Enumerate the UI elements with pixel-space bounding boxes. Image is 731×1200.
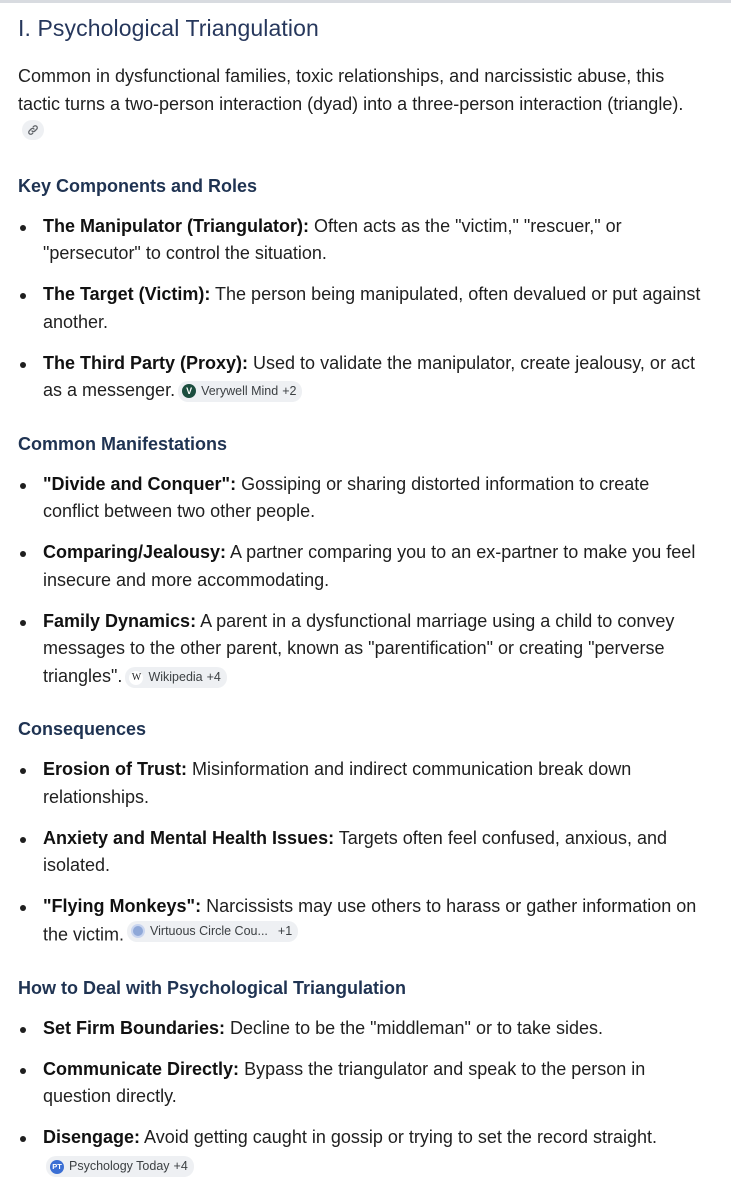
item-text: A partner comparing you to an ex-partner to make you feel insecure and more accommodating. [43, 542, 696, 590]
source-chip-wikipedia[interactable] [125, 667, 226, 688]
bullet-dot [20, 1136, 26, 1142]
bullet-dot [20, 1068, 26, 1074]
item-term: Comparing/Jealousy: [43, 542, 227, 562]
list-item [18, 825, 708, 880]
bullet-dot [20, 837, 26, 843]
link-icon [27, 124, 39, 136]
source-more-count: +1 [277, 923, 293, 938]
item-term: "Flying Monkeys": [43, 896, 202, 916]
item-term: Family Dynamics: [43, 610, 197, 631]
section-heading-how-to-deal: How to Deal with Psychological Triangulation [18, 977, 407, 998]
bullet-dot [20, 551, 26, 557]
manifestations-list [18, 471, 713, 691]
list-item [18, 1015, 708, 1043]
source-label: Verywell Mind [201, 383, 279, 398]
link-chip[interactable] [22, 120, 44, 140]
item-term: The Manipulator (Triangulator): [43, 215, 309, 236]
intro-text: Common in dysfunctional families, toxic relationships, and narcissistic abuse, this tactic turns a two-person interaction (dyad) into a three-person interaction (triangle). [18, 66, 684, 114]
item-term: Anxiety and Mental Health Issues: [43, 827, 335, 848]
bullet-dot [20, 1027, 26, 1033]
item-text: Decline to be the "middleman" or to take sides. [225, 1017, 604, 1038]
intro-paragraph [18, 63, 708, 146]
source-more-count: +4 [173, 1159, 188, 1173]
item-text: Misinformation and indirect communication break down relationships. [43, 759, 632, 807]
consequences-list [18, 756, 713, 949]
list-item [18, 608, 708, 691]
page-title: I. Psychological Triangulation [18, 15, 319, 41]
list-item [18, 350, 708, 405]
source-label: Virtuous Circle Cou... [150, 923, 268, 938]
verywell-logo-icon: V [182, 384, 196, 398]
item-text: Targets often feel confused, anxious, and isolated. [43, 827, 667, 875]
list-item [18, 471, 708, 526]
bullet-dot [20, 905, 26, 911]
item-text: The person being manipulated, often devalued or put against another. [43, 284, 701, 332]
item-text: Gossiping or sharing distorted information to create conflict between two other people. [43, 473, 650, 521]
list-item [18, 756, 708, 811]
bullet-dot [20, 768, 26, 774]
bullet-dot [20, 620, 26, 626]
item-text: Often acts as the "victim," "rescuer," or "persecutor" to control the situation. [43, 215, 622, 263]
item-term: Set Firm Boundaries: [43, 1017, 226, 1038]
source-label: Psychology Today [69, 1159, 170, 1173]
source-chip-psychology-today[interactable] [46, 1156, 194, 1177]
source-chip-verywell[interactable] [178, 381, 302, 402]
list-item [18, 281, 708, 336]
source-more-count: +2 [282, 383, 297, 398]
list-item [18, 213, 708, 268]
item-term: Erosion of Trust: [43, 759, 187, 779]
list-item [18, 1124, 708, 1179]
bullet-dot [20, 362, 26, 368]
item-text: A parent in a dysfunctional marriage using a child to convey messages to the other parent, known as "parentification" or creating "perverse triangles". [43, 610, 675, 686]
how-to-deal-list [18, 1015, 713, 1180]
item-text: Narcissists may use others to harass or gather information on the victim. [43, 896, 697, 944]
section-heading-key-components: Key Components and Roles [18, 175, 258, 196]
source-more-count: +4 [206, 670, 221, 684]
list-item [18, 1056, 708, 1111]
psychology-today-logo-icon: PT [50, 1160, 64, 1174]
section-heading-common-manifestations: Common Manifestations [18, 433, 228, 454]
virtuous-circle-logo-icon [131, 924, 145, 938]
item-text: Used to validate the manipulator, create jealousy, or act as a messenger. [43, 352, 695, 400]
item-text: Bypass the triangulator and speak to the person in question directly. [43, 1058, 646, 1106]
item-term: The Target (Victim): [43, 284, 211, 304]
list-item [18, 893, 708, 949]
item-term: Communicate Directly: [43, 1058, 240, 1079]
source-chip-virtuous-circle[interactable] [127, 921, 298, 942]
bullet-dot [20, 225, 26, 231]
item-term: Disengage: [43, 1127, 141, 1147]
wikipedia-logo-icon: W [129, 671, 143, 685]
key-components-list [18, 213, 713, 405]
source-label: Wikipedia [148, 670, 203, 684]
item-term: "Divide and Conquer": [43, 473, 237, 494]
bullet-dot [20, 483, 26, 489]
list-item [18, 539, 708, 594]
section-heading-consequences: Consequences [18, 719, 147, 739]
item-term: The Third Party (Proxy): [43, 352, 249, 373]
item-text: Avoid getting caught in gossip or trying to set the record straight. [140, 1127, 657, 1147]
bullet-dot [20, 293, 26, 299]
top-divider [0, 0, 731, 3]
